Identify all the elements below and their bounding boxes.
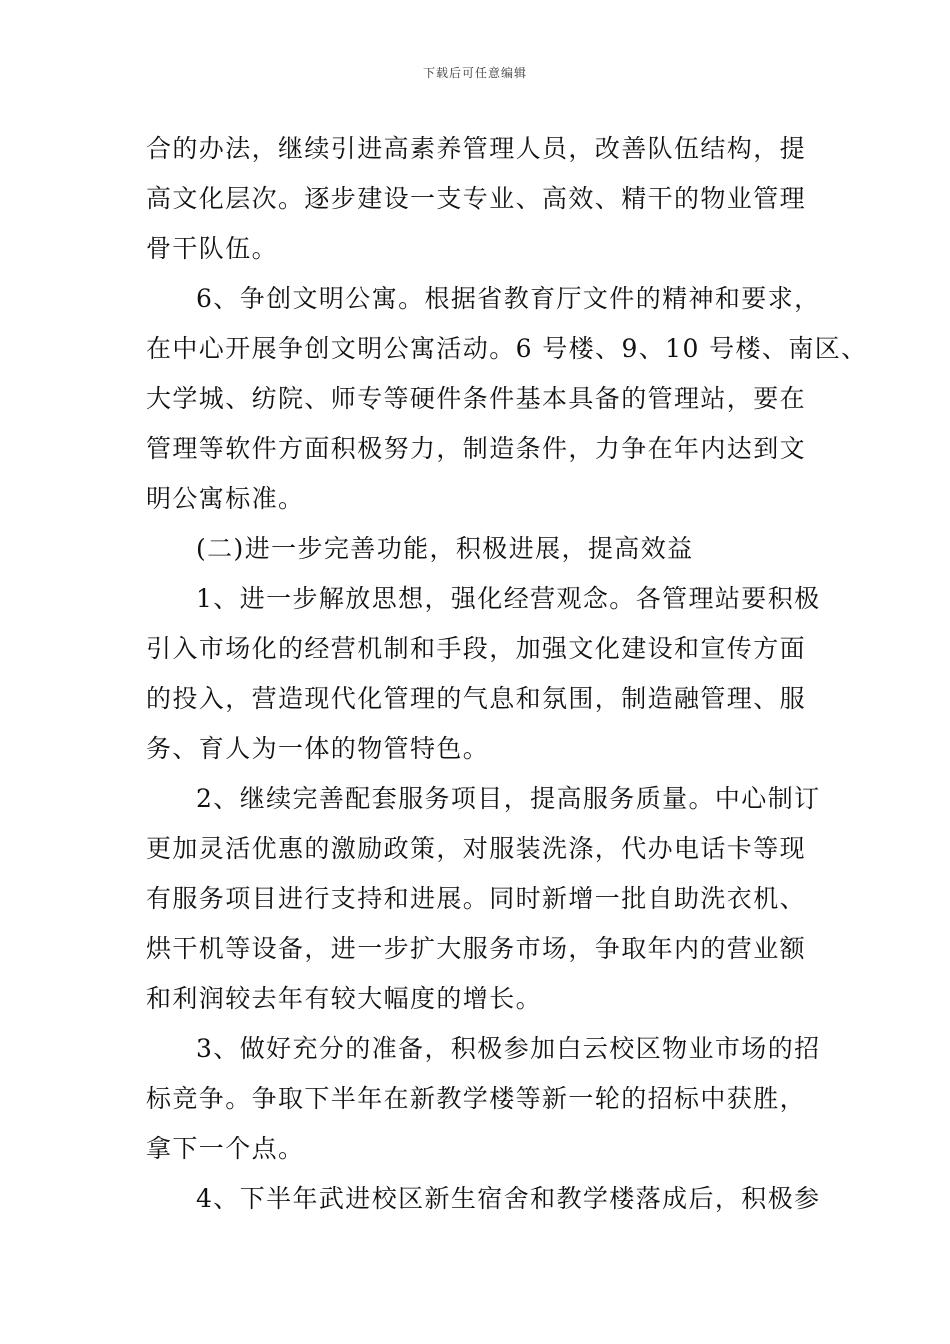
paragraph-6-start: 6、争创文明公寓。根据省教育厅文件的精神和要求， [196, 284, 821, 313]
text-line: 标竞争。争取下半年在新教学楼等新一轮的招标中获胜， [146, 1084, 807, 1113]
paragraph-3-start: 3、做好充分的准备，积极参加白云校区物业市场的招 [196, 1034, 821, 1063]
text-line: 在中心开展争创文明公寓活动。6 号楼、9、10 号楼、南区、 [146, 334, 868, 363]
paragraph-4-start: 4、下半年武进校区新生宿舍和教学楼落成后，积极参 [196, 1184, 821, 1213]
text-line: 明公寓标准。 [146, 484, 305, 513]
text-line: 骨干队伍。 [146, 234, 279, 263]
paragraph-1-start: 1、进一步解放思想，强化经营观念。各管理站要积极 [196, 584, 821, 613]
text-line: 务、育人为一体的物管特色。 [146, 734, 490, 763]
text-line: 管理等软件方面积极努力，制造条件，力争在年内达到文 [146, 434, 807, 463]
section-heading: (二)进一步完善功能，积极进展，提高效益 [196, 534, 694, 563]
text-line: 和利润较去年有较大幅度的增长。 [146, 984, 543, 1013]
text-line: 的投入，营造现代化管理的气息和氛围，制造融管理、服 [146, 684, 807, 713]
text-line: 高文化层次。逐步建设一支专业、高效、精干的物业管理 [146, 184, 807, 213]
text-line: 合的办法，继续引进高素养管理人员，改善队伍结构，提 [146, 134, 807, 163]
text-line: 有服务项目进行支持和进展。同时新增一批自助洗衣机、 [146, 884, 807, 913]
text-line: 拿下一个点。 [146, 1134, 305, 1163]
text-line: 更加灵活优惠的激励政策，对服装洗涤，代办电话卡等现 [146, 834, 807, 863]
text-line: 大学城、纺院、师专等硬件条件基本具备的管理站，要在 [146, 384, 807, 413]
document-body [146, 124, 868, 1224]
text-line: 烘干机等设备，进一步扩大服务市场，争取年内的营业额 [146, 934, 807, 963]
text-line: 引入市场化的经营机制和手段，加强文化建设和宣传方面 [146, 634, 807, 663]
paragraph-2-start: 2、继续完善配套服务项目，提高服务质量。中心制订 [196, 784, 821, 813]
page-header: 下载后可任意编辑 [422, 66, 527, 80]
